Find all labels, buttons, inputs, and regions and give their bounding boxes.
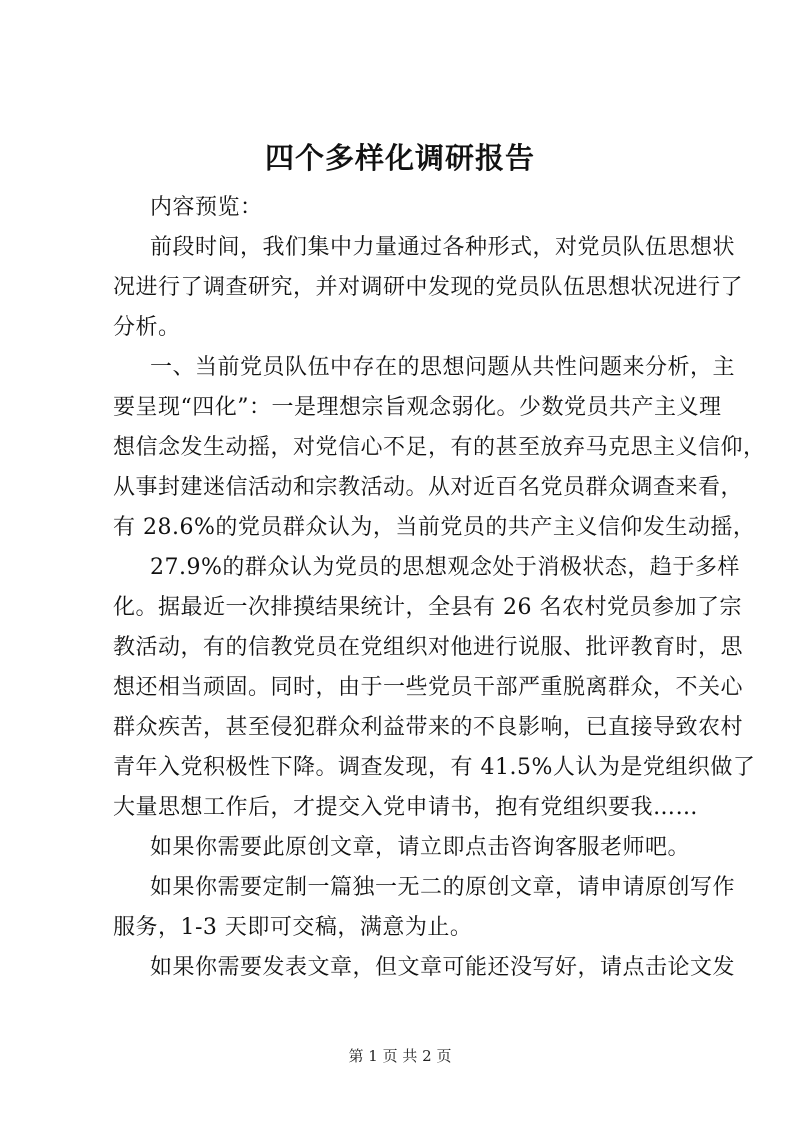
body-line: 化。据最近一次排摸结果统计，全县有 26 名农村党员参加了宗	[113, 595, 742, 620]
document-title: 四个多样化调研报告	[264, 141, 535, 175]
body-line: 从事封建迷信活动和宗教活动。从对近百名党员群众调查来看，	[113, 475, 744, 500]
body-line: 一、当前党员队伍中存在的思想问题从共性问题来分析，主	[150, 355, 736, 380]
body-line: 教活动，有的信教党员在党组织对他进行说服、批评教育时，思	[113, 635, 744, 660]
body-line: 前段时间，我们集中力量通过各种形式，对党员队伍思想状	[150, 235, 736, 260]
body-line: 群众疾苦，甚至侵犯群众利益带来的不良影响，已直接导致农村	[113, 715, 744, 740]
promo-line: 服务，1-3 天即可交稿，满意为止。	[113, 915, 473, 940]
body-line: 有 28.6%的党员群众认为，当前党员的共产主义信仰发生动摇，	[113, 515, 756, 540]
body-line: 青年入党积极性下降。调查发现，有 41.5%人认为是党组织做了	[113, 755, 756, 780]
body-line: 想信念发生动摇，对党信心不足，有的甚至放弃马克思主义信仰，	[113, 435, 766, 460]
preview-label: 内容预览：	[150, 195, 263, 220]
promo-line: 如果你需要定制一篇独一无二的原创文章，请申请原创写作	[150, 875, 736, 900]
body-line: 27.9%的群众认为党员的思想观念处于消极状态，趋于多样	[150, 555, 740, 580]
body-line: 大量思想工作后，才提交入党申请书，抱有党组织要我……	[113, 795, 699, 820]
promo-line: 如果你需要此原创文章，请立即点击咨询客服老师吧。	[150, 835, 691, 860]
body-line: 要呈现“四化”：一是理想宗旨观念弱化。少数党员共产主义理	[113, 395, 722, 420]
page-number-footer: 第 1 页 共 2 页	[348, 1047, 452, 1065]
body-line: 想还相当顽固。同时，由于一些党员干部严重脱离群众，不关心	[113, 675, 744, 700]
body-line: 况进行了调查研究，并对调研中发现的党员队伍思想状况进行了	[113, 275, 744, 300]
body-line: 分析。	[113, 315, 181, 340]
promo-line: 如果你需要发表文章，但文章可能还没写好，请点击论文发	[150, 955, 736, 980]
